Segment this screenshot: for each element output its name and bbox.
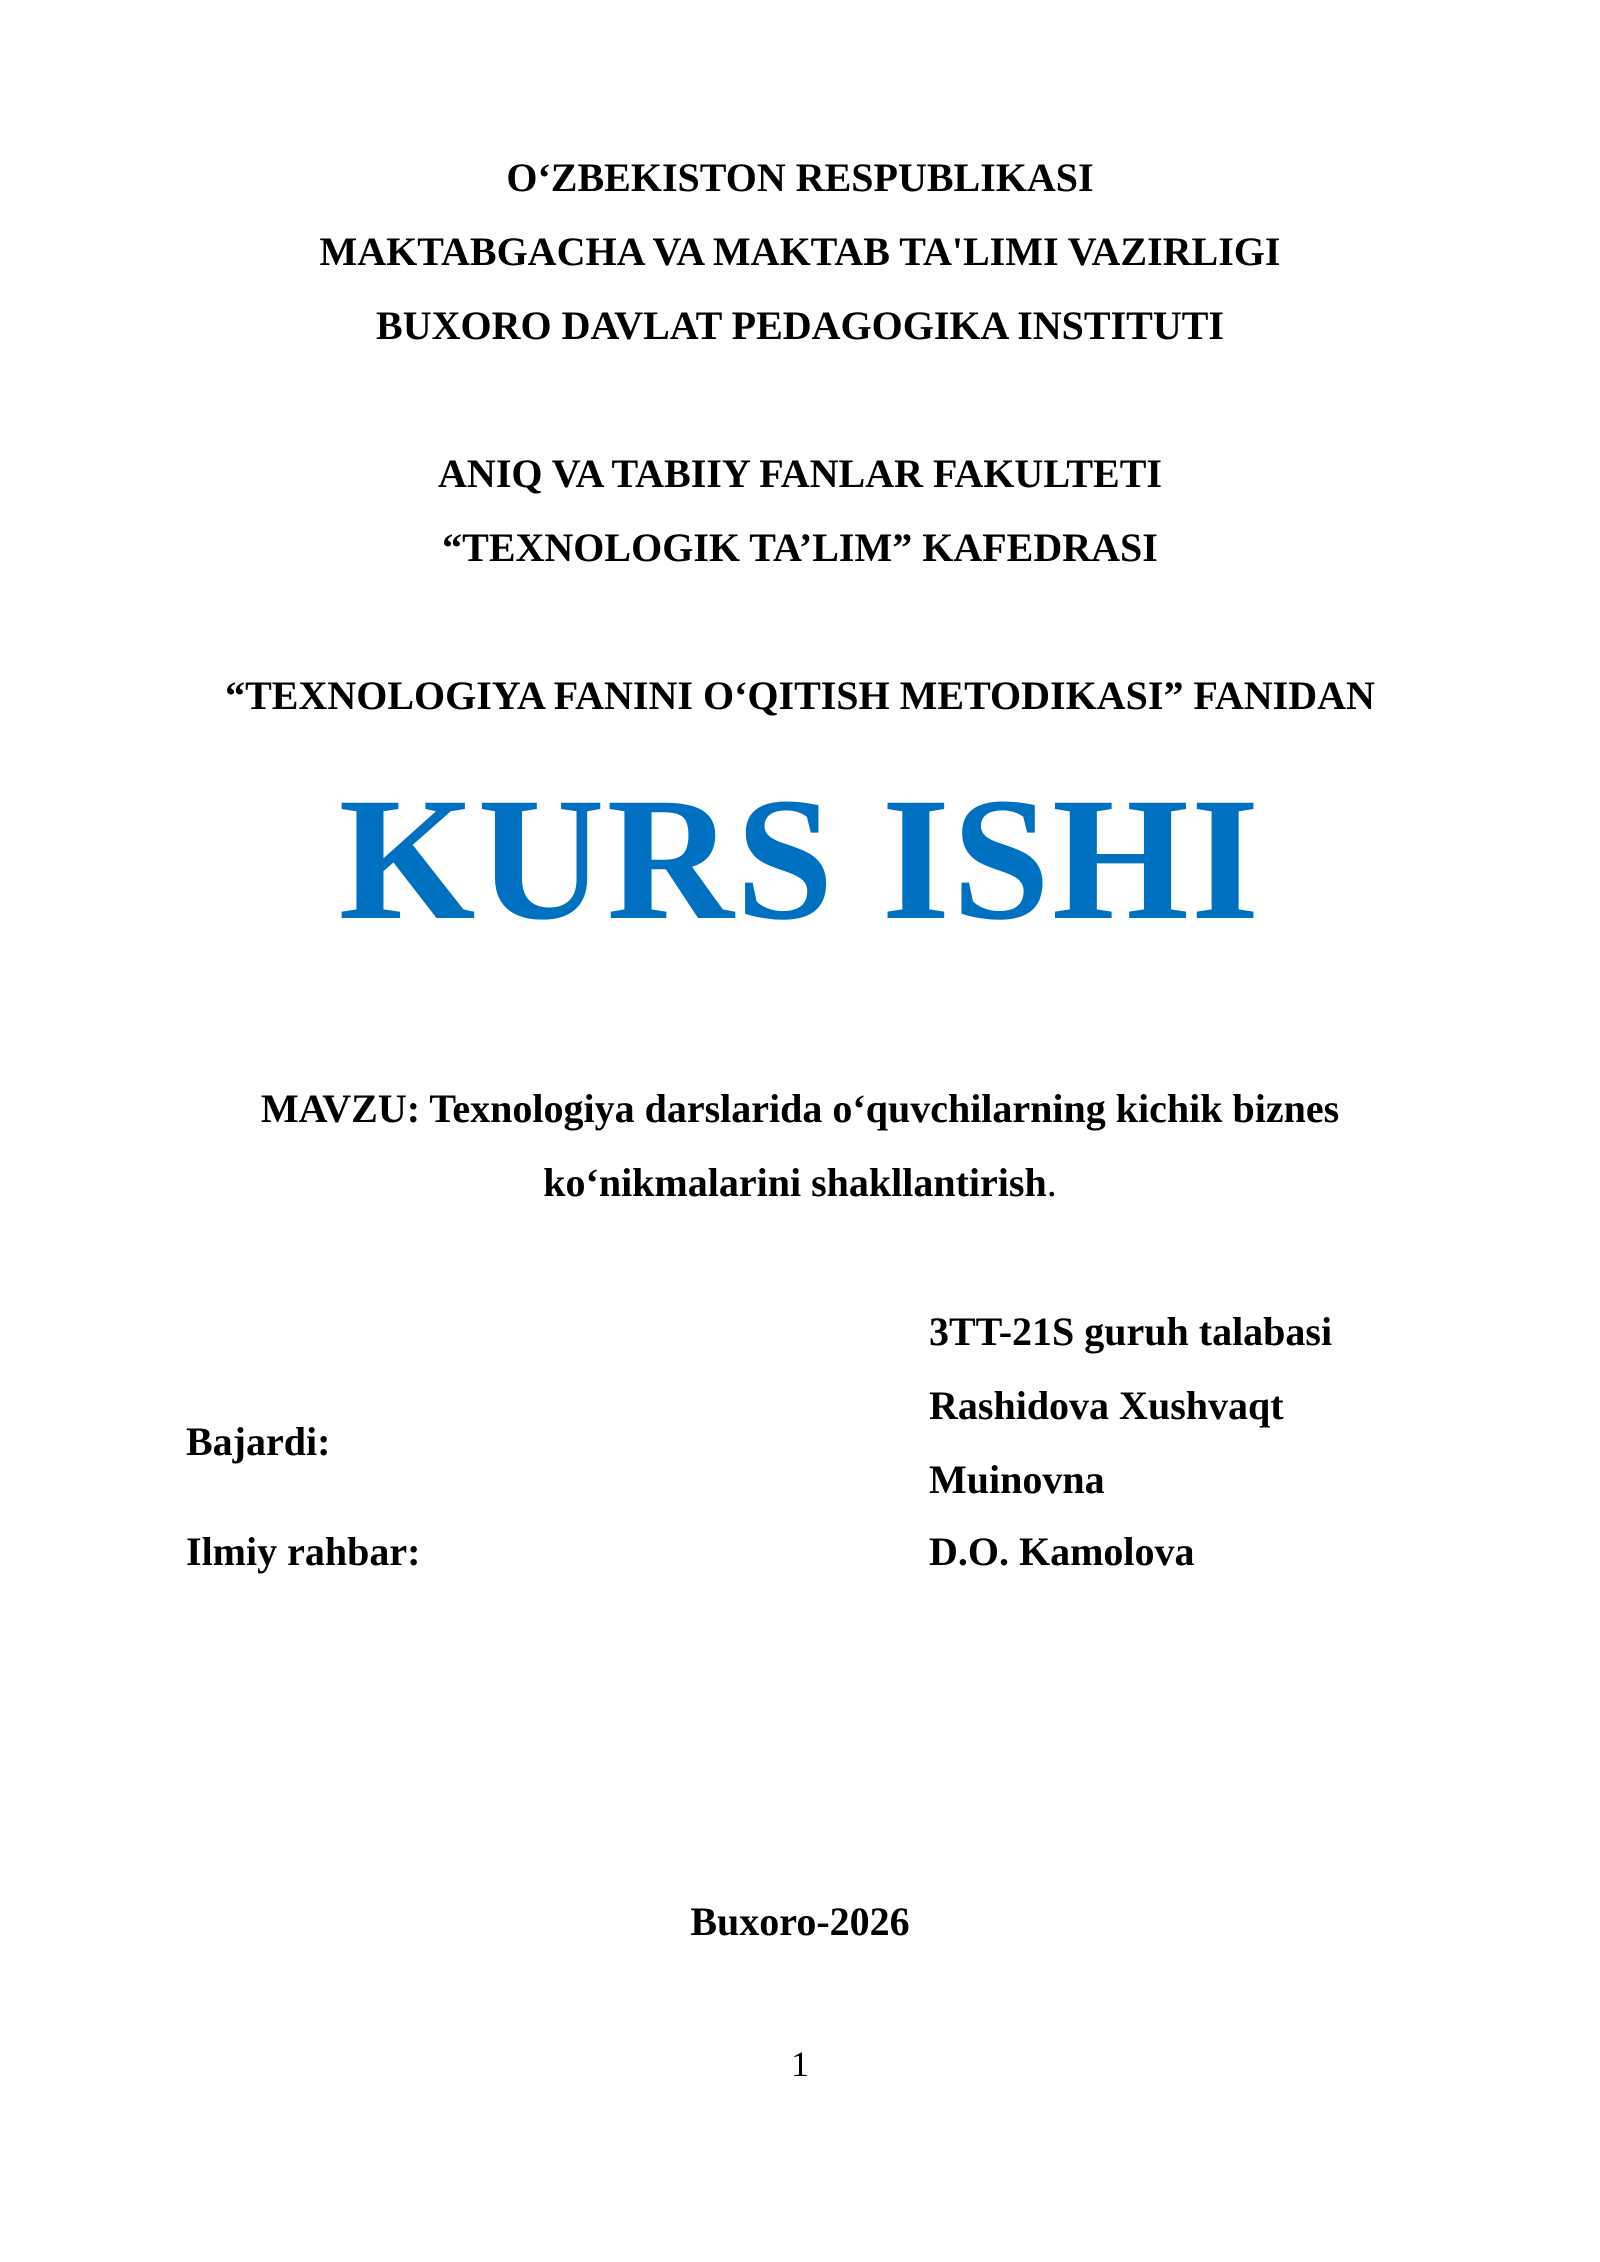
document-type-title: KURS ISHI xyxy=(338,762,1262,957)
topic-line-1 xyxy=(0,1085,1600,1133)
topic-period: . xyxy=(1046,1160,1057,1205)
student-name-line-1: Rashidova Xushvaqt xyxy=(929,1383,1284,1428)
faculty-heading: ANIQ VA TABIIY FANLAR FAKULTETI xyxy=(438,451,1162,496)
student-group: 3TT-21S guruh talabasi xyxy=(929,1309,1333,1354)
ministry-heading: MAKTABGACHA VA MAKTAB TA'LIMI VAZIRLIGI xyxy=(319,229,1281,274)
department-heading: “TEXNOLOGIK TA’LIM” KAFEDRASI xyxy=(442,525,1158,570)
topic-text-line-2: ko‘nikmalarini shakllantirish xyxy=(543,1160,1047,1205)
country-heading: O‘ZBEKISTON RESPUBLIKASI xyxy=(506,155,1094,200)
performed-by-label: Bajardi: xyxy=(186,1419,331,1464)
topic-label: MAVZU: xyxy=(260,1086,421,1131)
advisor-name: D.O. Kamolova xyxy=(929,1529,1195,1574)
subject-heading: “TEXNOLOGIYA FANINI O‘QITISH METODIKASI” FANIDAN xyxy=(225,673,1375,718)
topic-text-line-1: Texnologiya darslarida o‘quvchilarning kichik biznes xyxy=(420,1086,1340,1131)
city-year: Buxoro-2026 xyxy=(690,1899,910,1944)
page-number: 1 xyxy=(791,2044,809,2084)
student-name-line-2: Muinovna xyxy=(929,1457,1105,1502)
advisor-label: Ilmiy rahbar: xyxy=(186,1529,421,1574)
topic-line-2 xyxy=(0,1159,1600,1207)
institute-heading: BUXORO DAVLAT PEDAGOGIKA INSTITUTI xyxy=(376,303,1224,348)
